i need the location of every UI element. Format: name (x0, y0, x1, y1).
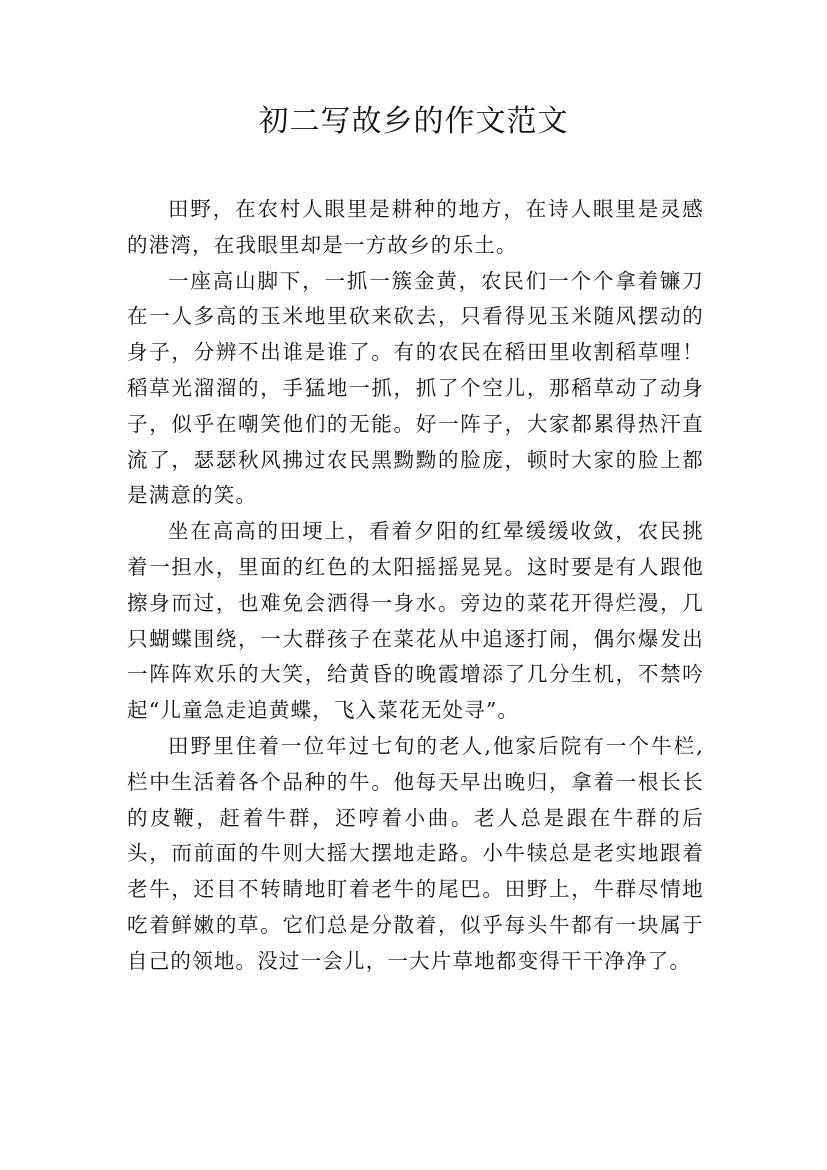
paragraph-1: 田野，在农村人眼里是耕种的地方，在诗人眼里是灵感的港湾，在我眼里却是一方故乡的乐土。 (127, 197, 704, 257)
document-title: 初二写故乡的作文范文 (258, 104, 569, 139)
paragraph-4: 田野里住着一位年过七旬的老人,他家后院有一个牛栏,栏中生活着各个品种的牛。他每天早出晚归，拿着一根长长的皮鞭，赶着牛群，还哼着小曲。老人总是跟在牛群的后头，而前面的牛则大摇大摆地走路。小牛犊总是老实地跟着老牛，还目不转睛地盯着老牛的尾巴。田野上，牛群尽情地吃着鲜嫩的草。它们总是分散着，似乎每头牛都有一块属于自己的领地。没过一会儿，一大片草地都变得干干净净了。 (127, 733, 704, 973)
paragraph-3: 坐在高高的田埂上，看着夕阳的红晕缓缓收敛，农民挑着一担水，里面的红色的太阳摇摇晃晃。这时要是有人跟他擦身而过，也难免会洒得一身水。旁边的菜花开得烂漫，几只蝴蝶围绕，一大群孩子在菜花从中追逐打闹，偶尔爆发出一阵阵欢乐的大笑，给黄昏的晚霞增添了几分生机，不禁吟起“儿童急走追黄蝶，飞入菜花无处寻”。 (127, 519, 704, 723)
document-body (127, 192, 704, 980)
paragraph-2: 一座高山脚下，一抓一簇金黄，农民们一个个拿着镰刀在一人多高的玉米地里砍来砍去，只看得见玉米随风摆动的身子，分辨不出谁是谁了。有的农民在稻田里收割稻草哩！稻草光溜溜的，手猛地一抓，抓了个空儿，那稻草动了动身子，似乎在嘲笑他们的无能。好一阵子，大家都累得热汗直流了，瑟瑟秋风拂过农民黑黝黝的脸庞，顿时大家的脸上都是满意的笑。 (127, 268, 704, 508)
